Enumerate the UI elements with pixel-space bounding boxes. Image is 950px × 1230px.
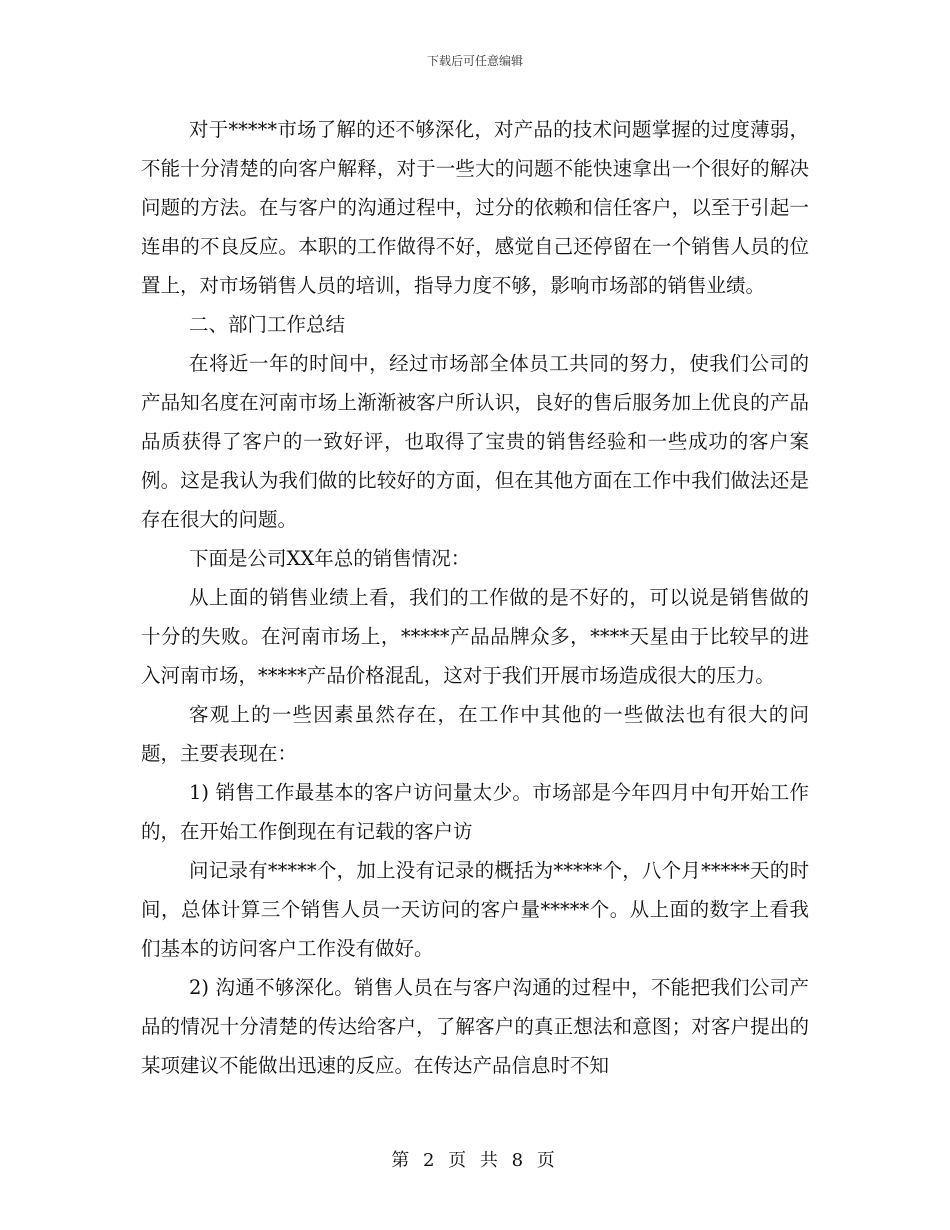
paragraph-market-understanding: 对于*****市场了解的还不够深化，对产品的技术问题掌握的过度薄弱，不能十分清楚的向客户解释，对于一些大的问题不能快速拿出一个很好的解决问题的方法。在与客户的沟通过程中，过分的依赖和信任客户，以至于引起一连串的不良反应。本职的工作做得不好，感觉自己还停留在一个销售人员的位置上，对市场销售人员的培训，指导力度不够，影响市场部的销售业绩。 xyxy=(141,118,809,297)
paragraph-sales-situation: 下面是公司XX年总的销售情况： xyxy=(189,547,471,570)
list-item-visit-volume: 1) 销售工作最基本的客户访问量太少。市场部是今年四月中旬开始工作的，在开始工作倒现在有记载的客户访 xyxy=(141,781,809,843)
paragraph-department-work: 在将近一年的时间中，经过市场部全体员工共同的努力，使我们公司的产品知名度在河南市场上渐渐被客户所认识，良好的售后服务加上优良的产品品质获得了客户的一致好评，也取得了宝贵的销售经验和一些成功的客户案例。这是我认为我们做的比较好的方面，但在其他方面在工作中我们做法还是存在很大的问题。 xyxy=(141,352,809,531)
document-body xyxy=(141,110,809,1085)
paragraph-sales-performance: 从上面的销售业绩上看，我们的工作做的是不好的，可以说是销售做的十分的失败。在河南市场上，*****产品品牌众多，****天星由于比较早的进入河南市场，*****产品价格混乱，这对于我们开展市场造成很大的压力。 xyxy=(141,586,809,687)
page-number-footer: 第 2 页 共 8 页 xyxy=(391,1150,559,1171)
section-heading-department-summary: 二、部门工作总结 xyxy=(189,313,346,336)
header-note: 下载后可任意编辑 xyxy=(426,54,523,68)
paragraph-visit-records: 问记录有*****个，加上没有记录的概括为*****个，八个月*****天的时间，总体计算三个销售人员一天访问的客户量*****个。从上面的数字上看我们基本的访问客户工作没有做好。 xyxy=(141,859,809,960)
paragraph-objective-factors: 客观上的一些因素虽然存在，在工作中其他的一些做法也有很大的问题，主要表现在： xyxy=(141,703,809,765)
list-item-communication: 2) 沟通不够深化。销售人员在与客户沟通的过程中，不能把我们公司产品的情况十分清楚的传达给客户，了解客户的真正想法和意图；对客户提出的某项建议不能做出迅速的反应。在传达产品信息时不知 xyxy=(141,976,809,1077)
